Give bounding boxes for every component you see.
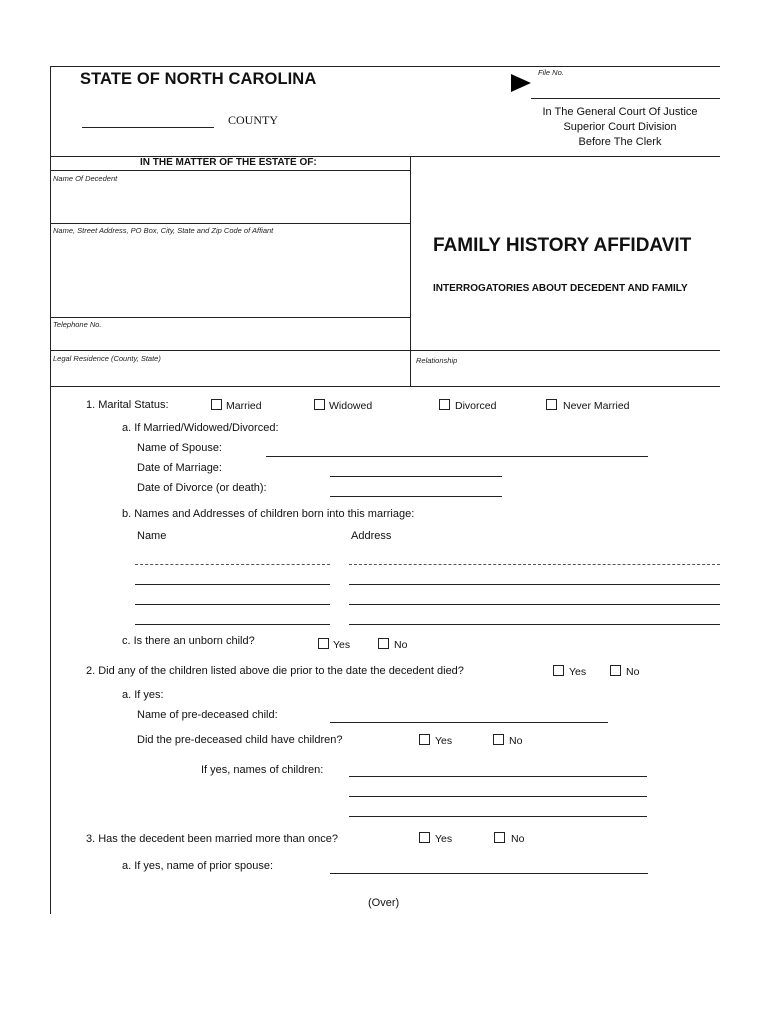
telephone-label: Telephone No. — [53, 320, 102, 329]
over-label: (Over) — [368, 897, 400, 909]
q1-label: 1. Marital Status: — [86, 399, 169, 411]
child-address-line-1[interactable] — [349, 564, 720, 565]
children-address-column: Address — [351, 530, 392, 542]
predeceased-children-question: Did the pre-deceased child have children? — [137, 734, 343, 746]
spouse-name-label: Name of Spouse: — [137, 442, 222, 454]
q1b-label: b. Names and Addresses of children born into this marriage: — [122, 508, 415, 520]
q3-label: 3. Has the decedent been married more than once? — [86, 833, 338, 845]
state-title: STATE OF NORTH CAROLINA — [80, 70, 317, 88]
grandchildren-line-1[interactable] — [349, 776, 647, 777]
court-line-1: In The General Court Of Justice — [542, 106, 698, 118]
q2a-yes-checkbox[interactable] — [419, 734, 430, 745]
q2a-label: a. If yes: — [122, 689, 164, 701]
q3-yes-checkbox[interactable] — [419, 832, 430, 843]
children-name-column: Name — [137, 530, 167, 542]
q2a-no-label: No — [509, 735, 523, 747]
q2-no-checkbox[interactable] — [610, 665, 621, 676]
court-line-3: Before The Clerk — [578, 136, 662, 148]
top-border — [50, 66, 720, 67]
widowed-checkbox[interactable] — [314, 399, 325, 410]
decedent-label: Name Of Decedent — [53, 174, 118, 183]
divorce-date-label: Date of Divorce (or death): — [137, 482, 267, 494]
q3a-label: a. If yes, name of prior spouse: — [122, 860, 274, 872]
residence-label: Legal Residence (County, State) — [53, 354, 161, 363]
telephone-line[interactable] — [50, 350, 410, 351]
file-no-line — [531, 98, 720, 99]
child-name-line-1[interactable] — [135, 564, 330, 565]
estate-heading: IN THE MATTER OF THE ESTATE OF: — [140, 157, 317, 168]
grandchildren-line-3[interactable] — [349, 816, 647, 817]
court-line-2: Superior Court Division — [563, 121, 677, 133]
affidavit-subtitle: INTERROGATORIES ABOUT DECEDENT AND FAMILY — [433, 283, 688, 294]
predeceased-name-label: Name of pre-deceased child: — [137, 709, 278, 721]
unborn-yes-label: Yes — [333, 639, 351, 651]
decedent-line[interactable] — [50, 223, 410, 224]
q2-label: 2. Did any of the children listed above die prior to the date the decedent died? — [86, 665, 464, 677]
court-info — [520, 105, 720, 150]
q2-no-label: No — [626, 666, 640, 678]
q1a-label: a. If Married/Widowed/Divorced: — [122, 422, 279, 434]
married-option-label: Married — [226, 400, 262, 412]
estate-bottom-line — [50, 386, 720, 387]
relationship-label: Relationship — [416, 356, 458, 365]
spouse-name-line[interactable] — [266, 456, 648, 457]
left-border — [50, 66, 51, 914]
q1c-label: c. Is there an unborn child? — [122, 635, 255, 647]
marriage-date-label: Date of Marriage: — [137, 462, 222, 474]
unborn-no-checkbox[interactable] — [378, 638, 389, 649]
divorced-checkbox[interactable] — [439, 399, 450, 410]
grandchildren-names-label: If yes, names of children: — [201, 764, 324, 776]
divorced-option-label: Divorced — [455, 400, 497, 412]
unborn-no-label: No — [394, 639, 408, 651]
predeceased-name-line[interactable] — [330, 722, 608, 723]
affiant-label: Name, Street Address, PO Box, City, State and Zip Code of Affiant — [53, 226, 274, 235]
child-address-line-4[interactable] — [349, 624, 720, 625]
county-label: COUNTY — [228, 113, 278, 127]
file-arrow-icon — [511, 74, 531, 92]
file-no-label: File No. — [538, 68, 564, 77]
relationship-top-line — [410, 350, 720, 351]
married-checkbox[interactable] — [211, 399, 222, 410]
divorce-date-line[interactable] — [330, 496, 502, 497]
affiant-line[interactable] — [50, 317, 410, 318]
estate-divider — [410, 156, 411, 386]
never-married-option-label: Never Married — [563, 400, 630, 412]
unborn-yes-checkbox[interactable] — [318, 638, 329, 649]
never-married-checkbox[interactable] — [546, 399, 557, 410]
county-line — [82, 127, 214, 128]
q3-no-label: No — [511, 833, 525, 845]
affidavit-title: FAMILY HISTORY AFFIDAVIT — [433, 235, 692, 256]
prior-spouse-line[interactable] — [330, 873, 648, 874]
child-name-line-2[interactable] — [135, 584, 330, 585]
child-name-line-4[interactable] — [135, 624, 330, 625]
child-address-line-2[interactable] — [349, 584, 720, 585]
marriage-date-line[interactable] — [330, 476, 502, 477]
q2a-no-checkbox[interactable] — [493, 734, 504, 745]
child-address-line-3[interactable] — [349, 604, 720, 605]
q2-yes-label: Yes — [569, 666, 587, 678]
q2-yes-checkbox[interactable] — [553, 665, 564, 676]
q3-yes-label: Yes — [435, 833, 453, 845]
child-name-line-3[interactable] — [135, 604, 330, 605]
q2a-yes-label: Yes — [435, 735, 453, 747]
q3-no-checkbox[interactable] — [494, 832, 505, 843]
widowed-option-label: Widowed — [329, 400, 373, 412]
grandchildren-line-2[interactable] — [349, 796, 647, 797]
estate-heading-underline — [50, 170, 410, 171]
